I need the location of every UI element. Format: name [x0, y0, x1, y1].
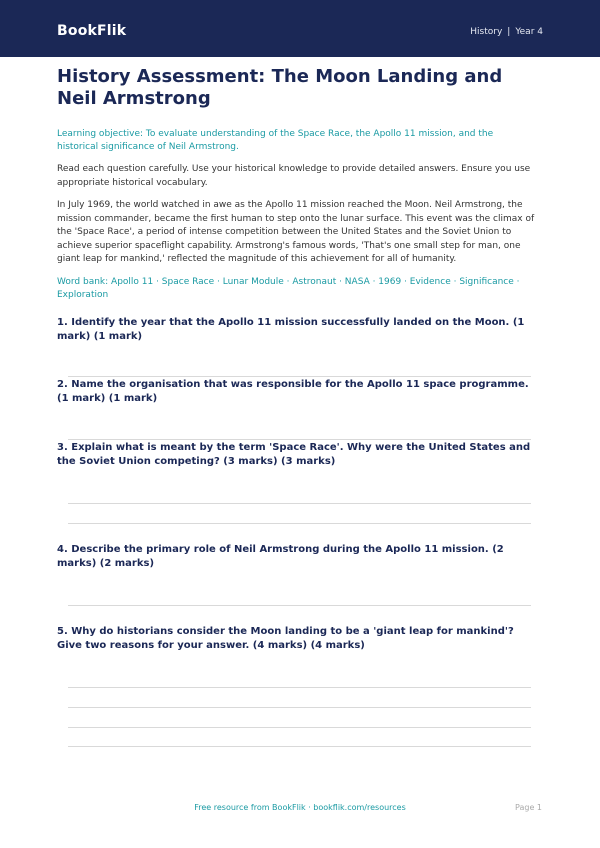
word-bank: Word bank: Apollo 11 · Space Race · Lunar Module · Astronaut · NASA · 1969 · Evidence · Significance · Exploration — [57, 276, 520, 300]
breadcrumb-subject: History — [470, 27, 503, 37]
answer-line[interactable] — [68, 523, 531, 524]
intro-section — [57, 66, 537, 302]
breadcrumb-year: Year 4 — [515, 27, 543, 37]
answer-line[interactable] — [68, 687, 531, 688]
question-4: 4. Describe the primary role of Neil Armstrong during the Apollo 11 mission. (2 marks) (2 marks) — [57, 544, 504, 569]
brand-logo[interactable]: BookFlik — [57, 23, 127, 39]
answer-line[interactable] — [68, 503, 531, 504]
answer-line[interactable] — [68, 707, 531, 708]
source-passage: In July 1969, the world watched in awe as the Apollo 11 mission reached the Moon. Neil Armstrong, the mission commander, became the first human to step onto the lunar surface. This event was the climax of the 'Space Race', a period of intense competition between the United States and the Soviet Union to achieve superior spaceflight capability. Armstrong's famous words, 'That's one small step for man, one giant leap for mankind,' reflected the magnitude of this achievement for all of humanity. — [57, 200, 535, 264]
answer-line[interactable] — [68, 605, 531, 606]
question-1: 1. Identify the year that the Apollo 11 mission successfully landed on the Moon. (1 mark) (1 mark) — [57, 317, 525, 342]
question-3: 3. Explain what is meant by the term 'Space Race'. Why were the United States and the Soviet Union competing? (3 marks) (3 marks) — [57, 442, 531, 467]
answer-line[interactable] — [68, 746, 531, 747]
instructions: Read each question carefully. Use your historical knowledge to provide detailed answers. Ensure you use appropriate historical vocabulary. — [57, 164, 531, 188]
answer-line[interactable] — [68, 439, 531, 440]
question-5: 5. Why do historians consider the Moon landing to be a 'giant leap for mankind'? Give two reasons for your answer. (4 marks) (4 marks) — [57, 626, 514, 651]
answer-line[interactable] — [68, 376, 531, 377]
question-2: 2. Name the organisation that was responsible for the Apollo 11 space programme. (1 mark) (1 mark) — [57, 379, 529, 404]
breadcrumb-separator: | — [507, 27, 511, 37]
page-number: Page 1 — [515, 803, 542, 812]
page-title: History Assessment: The Moon Landing and Neil Armstrong — [57, 66, 503, 109]
page-header — [0, 0, 600, 57]
footer-source[interactable]: Free resource from BookFlik · bookflik.com/resources — [194, 803, 406, 812]
learning-objective: Learning objective: To evaluate understanding of the Space Race, the Apollo 11 mission, and the historical significance of Neil Armstrong. — [57, 129, 494, 152]
answer-line[interactable] — [68, 727, 531, 728]
breadcrumb — [470, 27, 543, 37]
